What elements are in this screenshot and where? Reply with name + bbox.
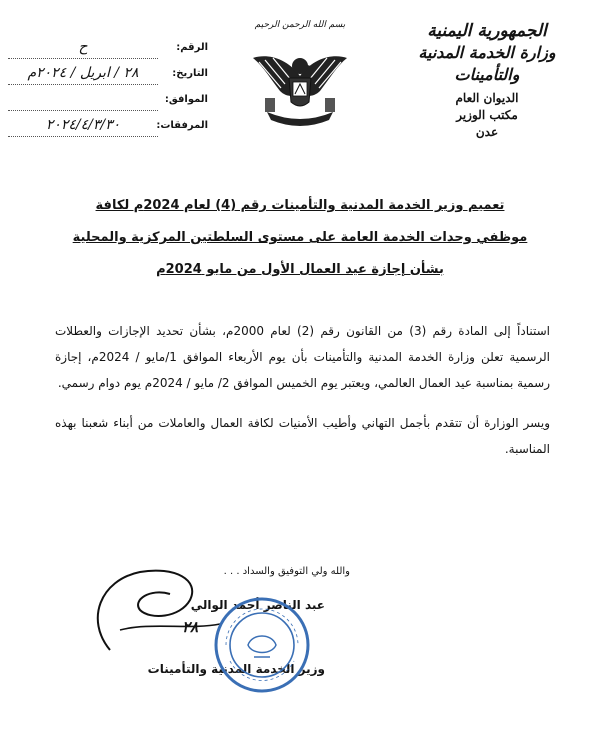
title-line-1-text: تعميم وزير الخدمة المدنية والتأمينات رقم (4) لعام 2024م لكافة (95, 198, 505, 213)
body-paragraph-1: استناداً إلى المادة رقم (3) من القانون رقم (2) لعام 2000م، بشأن تحديد الإجازات والعطلات الرسمية تعلن وزارة الخدمة المدنية والتأمينات بأن يوم الأربعاء الموافق 1/مايو / 2024م، إجازة رسمية بمناسبة عيد العمال العالمي، ويعتبر يوم الخميس الموافق 2/ مايو / 2024م يوم دوام رسمي. (55, 324, 550, 390)
minister-title: وزير الخدمة المدنية والتأمينات (147, 662, 325, 676)
general-office: الديوان العام (455, 91, 519, 105)
title-line-1 (60, 190, 540, 222)
date-label: التاريخ: (172, 68, 208, 79)
circular-title (60, 190, 540, 286)
number-row (8, 36, 208, 62)
title-line-2 (60, 222, 540, 254)
corresponding-value (8, 88, 158, 111)
ministry-seal-stamp-icon (212, 595, 312, 695)
title-line-2-text: موظفي وحدات الخدمة العامة على مستوى السلطتين المركزية والمحلية (72, 230, 528, 245)
attachments-label: المرفقات: (156, 120, 208, 131)
ministry-name: وزارة الخدمة المدنية والتأمينات (418, 43, 556, 84)
title-line-3-text: بشأن إجازة عيد العمال الأول من مايو 2024م (156, 262, 444, 277)
date-value: ٢٨ / ابريل / ٢٠٢٤م (8, 62, 158, 85)
country-name: الجمهورية اليمنية (427, 21, 547, 41)
ministry-header (392, 20, 582, 140)
number-value: ح (8, 36, 158, 59)
body-paragraph-2: ويسر الوزارة أن تتقدم بأجمل التهاني وأطيب الأمنيات لكافة العمال والعاملات من أبناء شعبنا بهذه المناسبة. (55, 416, 550, 456)
yemen-eagle-emblem-icon (245, 36, 355, 136)
corresponding-label: الموافق: (164, 94, 208, 105)
basmala: بسم الله الرحمن الرحيم (254, 20, 346, 30)
minister-name: عبد الناصر أحمد الوالي (190, 598, 325, 612)
attachments-value: ٢٠٢٤/٤/٣/٣٠ (8, 114, 158, 137)
attachments-row (8, 114, 208, 140)
circular-body (55, 318, 550, 462)
closing-phrase: والله ولي التوفيق والسداد . . . (223, 566, 350, 577)
minister-office: مكتب الوزير (456, 108, 518, 122)
date-row (8, 62, 208, 88)
corresponding-row (8, 88, 208, 114)
title-line-3 (60, 254, 540, 286)
emblem-block (225, 18, 375, 136)
number-label: الرقم: (176, 42, 208, 53)
reference-fields (8, 36, 208, 140)
handwritten-date: ٢٨ (181, 618, 199, 636)
city-name: عدن (475, 125, 499, 139)
